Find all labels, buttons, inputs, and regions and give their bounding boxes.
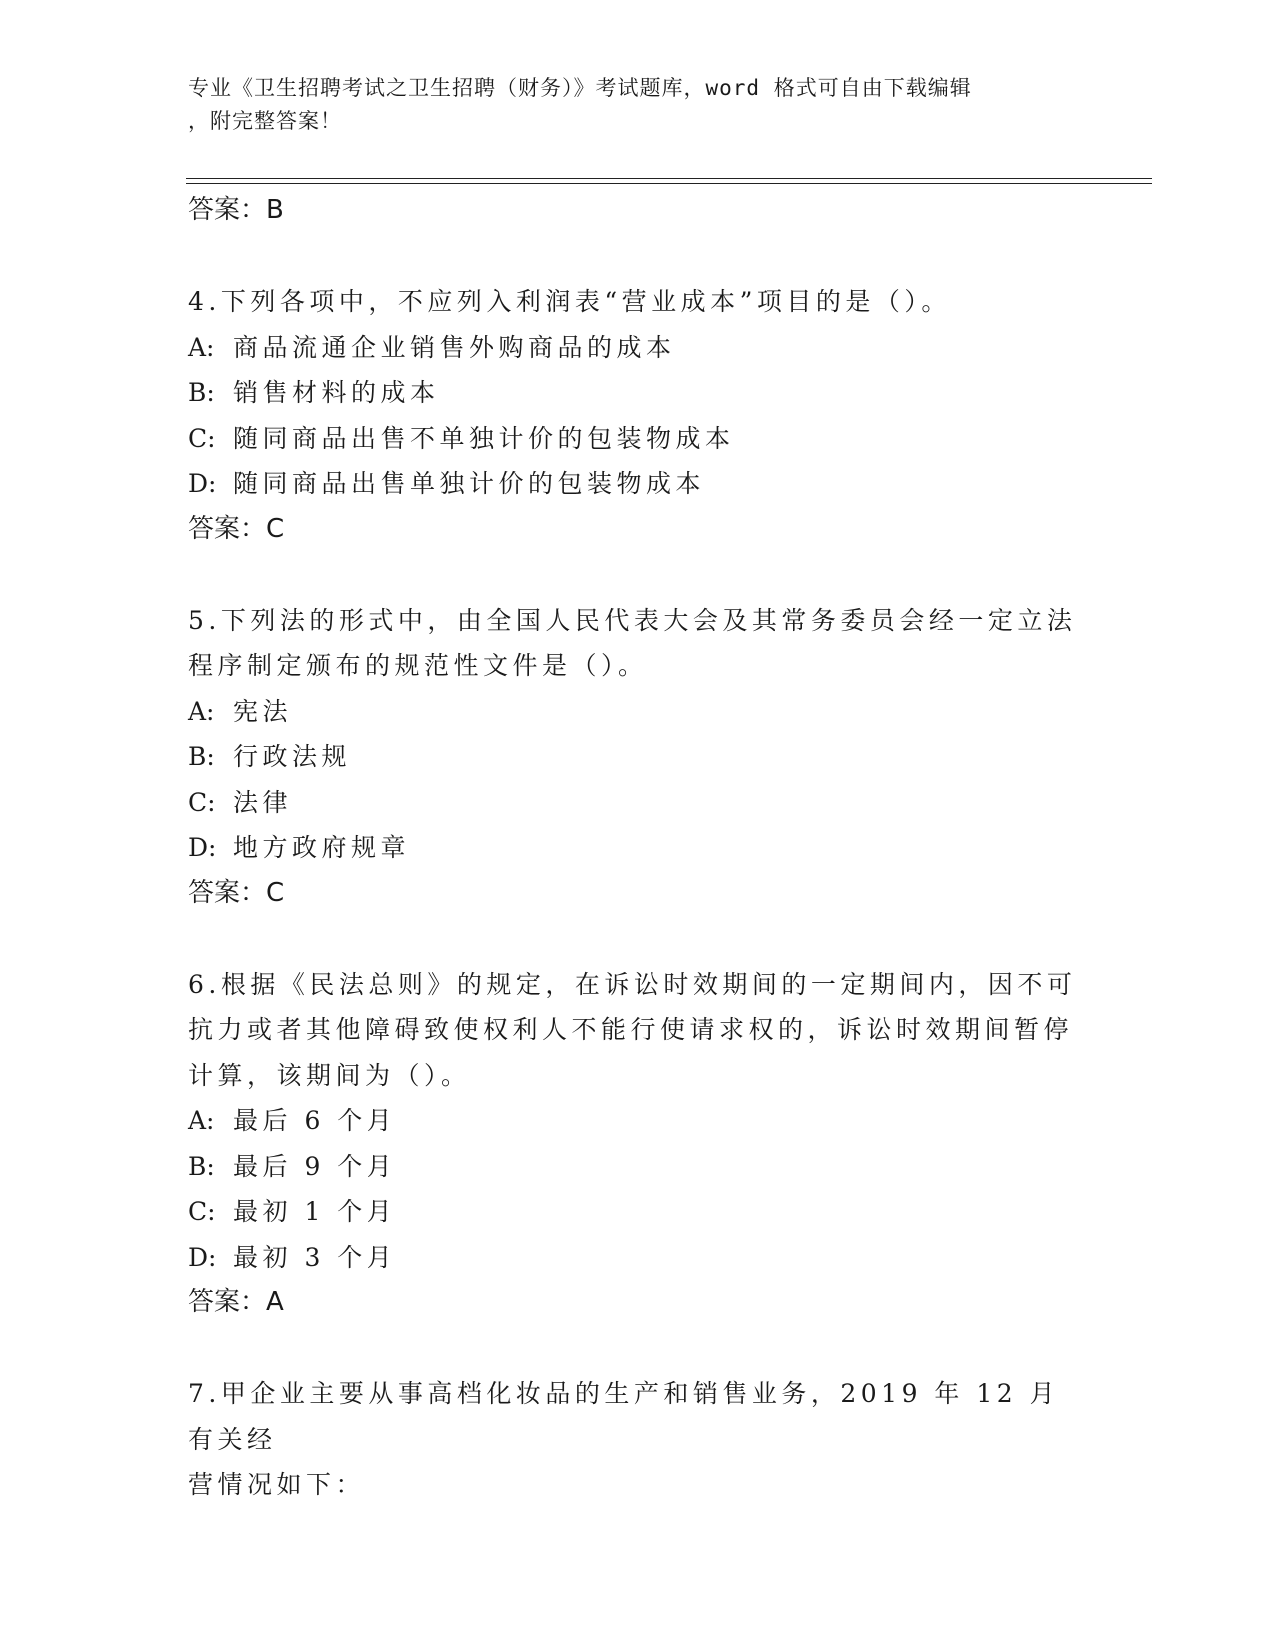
question-text: 5.下列法的形式中，由全国人民代表大会及其常务委员会经一定立法 — [188, 605, 1077, 635]
option-letter: B: — [188, 1151, 215, 1181]
option-text: 行政法规 — [233, 742, 352, 771]
question-text: 6.根据《民法总则》的规定，在诉讼时效期间的一定期间内，因不可 — [188, 969, 1077, 999]
spacer — [188, 552, 1088, 598]
option-letter: C: — [188, 787, 216, 817]
question-block — [188, 1371, 1088, 1508]
question-text: 计算，该期间为（）。 — [188, 1060, 471, 1090]
header-rule-bottom — [186, 183, 1152, 184]
header-rule-top — [186, 178, 1152, 179]
option-letter: D: — [188, 469, 217, 498]
option-a — [188, 1098, 1088, 1144]
option-a — [188, 325, 1088, 371]
option-text: 最初 1 个月 — [233, 1197, 397, 1226]
option-text: 最后 6 个月 — [233, 1106, 397, 1135]
question-text: 程序制定颁布的规范性文件是（）。 — [188, 651, 648, 680]
option-b — [188, 734, 1088, 780]
option-text: 地方政府规章 — [233, 833, 411, 862]
option-text: 销售材料的成本 — [233, 378, 440, 407]
option-letter: B: — [188, 742, 215, 771]
header-line-1: 专业《卫生招聘考试之卫生招聘（财务）》考试题库，word 格式可自由下载编辑 — [188, 76, 972, 100]
option-d — [188, 1235, 1088, 1281]
option-d — [188, 461, 1088, 507]
option-letter: D: — [188, 1242, 217, 1272]
option-text: 宪法 — [233, 696, 293, 726]
answer-line: 答案：A — [188, 1287, 284, 1317]
question-text: 抗力或者其他障碍致使权利人不能行使请求权的，诉讼时效期间暂停 — [188, 1015, 1074, 1044]
option-letter: A: — [188, 1106, 215, 1135]
option-letter: B: — [188, 378, 215, 407]
option-b — [188, 370, 1088, 416]
question-text: 7.甲企业主要从事高档化妆品的生产和销售业务，2019 年 12 月有关经 — [188, 1379, 1060, 1454]
option-d — [188, 825, 1088, 871]
option-b — [188, 1144, 1088, 1190]
answer-line: 答案：B — [188, 195, 284, 225]
header-line-2: ，附完整答案！ — [188, 109, 342, 133]
question-text: 营情况如下： — [188, 1470, 366, 1499]
option-text: 法律 — [233, 787, 293, 817]
option-text: 最初 3 个月 — [233, 1242, 397, 1272]
question-block — [188, 962, 1088, 1326]
option-c — [188, 416, 1088, 462]
option-text: 随同商品出售不单独计价的包装物成本 — [233, 423, 735, 453]
spacer — [188, 233, 1088, 279]
option-letter: C: — [188, 1197, 216, 1226]
option-letter: A: — [188, 696, 215, 726]
option-c — [188, 780, 1088, 826]
question-list — [188, 188, 1088, 1508]
spacer — [188, 1325, 1088, 1371]
question-block — [188, 598, 1088, 916]
option-text: 随同商品出售单独计价的包装物成本 — [233, 469, 706, 498]
option-letter: C: — [188, 423, 216, 453]
option-letter: A: — [188, 332, 215, 362]
answer-line: 答案：C — [188, 513, 285, 544]
question-text: 4.下列各项中，不应列入利润表“营业成本”项目的是（）。 — [188, 287, 951, 316]
option-a — [188, 689, 1088, 735]
option-c — [188, 1189, 1088, 1235]
answer-line: 答案：C — [188, 877, 285, 908]
option-text: 商品流通企业销售外购商品的成本 — [233, 332, 676, 362]
option-text: 最后 9 个月 — [233, 1151, 397, 1181]
document-header — [188, 72, 1068, 138]
spacer — [188, 916, 1088, 962]
option-letter: D: — [188, 833, 217, 862]
question-block — [188, 279, 1088, 552]
